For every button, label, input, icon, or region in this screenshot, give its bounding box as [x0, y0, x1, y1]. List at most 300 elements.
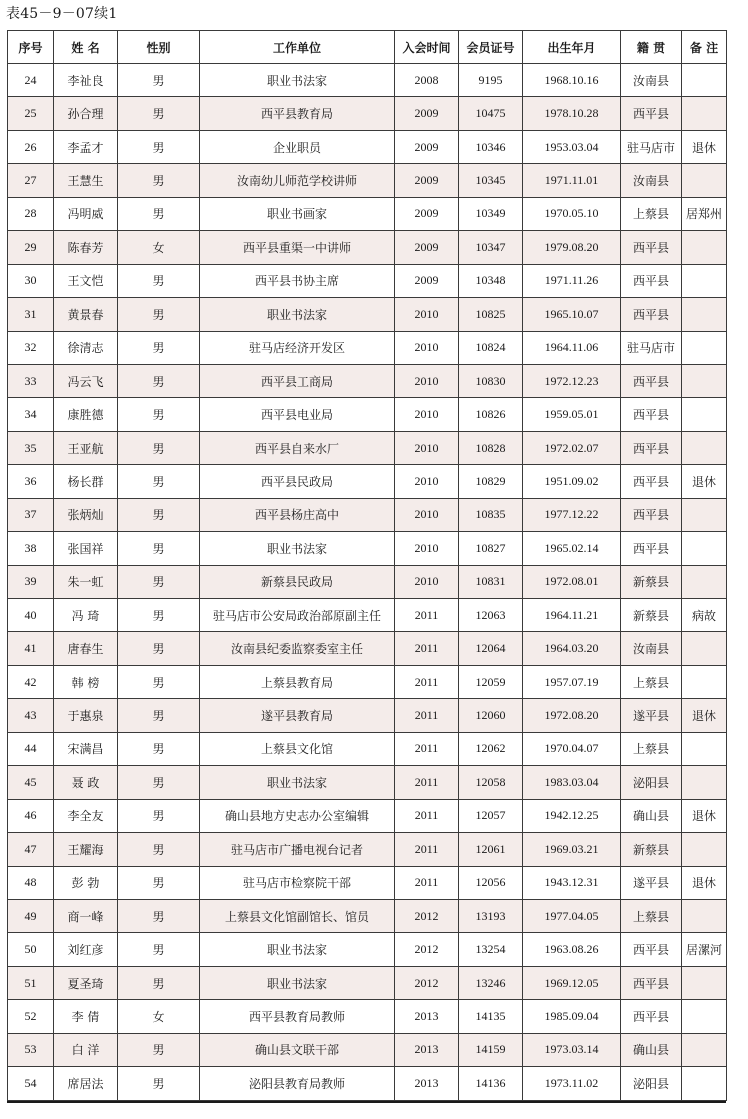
cell-col-name: 韩 榜 — [54, 665, 118, 698]
cell-col-workplace: 确山县文联干部 — [200, 1033, 395, 1066]
cell-col-join-year: 2011 — [395, 699, 459, 732]
cell-col-native-place: 西平县 — [621, 97, 682, 130]
cell-col-native-place: 确山县 — [621, 799, 682, 832]
cell-col-member-id: 13254 — [459, 933, 523, 966]
cell-col-join-year: 2011 — [395, 799, 459, 832]
cell-col-workplace: 汝南县纪委监察委室主任 — [200, 632, 395, 665]
cell-col-index: 36 — [8, 465, 54, 498]
cell-col-gender: 女 — [118, 1000, 200, 1033]
cell-col-birth-date: 1965.10.07 — [523, 298, 621, 331]
cell-col-index: 41 — [8, 632, 54, 665]
cell-col-workplace: 西平县教育局 — [200, 97, 395, 130]
cell-col-workplace: 职业书法家 — [200, 766, 395, 799]
cell-col-native-place: 上蔡县 — [621, 665, 682, 698]
cell-col-index: 40 — [8, 599, 54, 632]
cell-col-index: 39 — [8, 565, 54, 598]
cell-col-remarks — [682, 532, 727, 565]
cell-col-index: 31 — [8, 298, 54, 331]
table-row — [8, 264, 727, 297]
cell-col-index: 25 — [8, 97, 54, 130]
cell-col-workplace: 职业书法家 — [200, 298, 395, 331]
cell-col-gender: 男 — [118, 364, 200, 397]
cell-col-index: 43 — [8, 699, 54, 732]
cell-col-member-id: 10831 — [459, 565, 523, 598]
cell-col-remarks — [682, 899, 727, 932]
cell-col-birth-date: 1973.11.02 — [523, 1067, 621, 1100]
cell-col-remarks — [682, 431, 727, 464]
cell-col-workplace: 职业书法家 — [200, 933, 395, 966]
cell-col-join-year: 2010 — [395, 465, 459, 498]
cell-col-join-year: 2009 — [395, 264, 459, 297]
cell-col-index: 50 — [8, 933, 54, 966]
table-row — [8, 1000, 727, 1033]
cell-col-gender: 女 — [118, 231, 200, 264]
cell-col-join-year: 2010 — [395, 431, 459, 464]
table-row — [8, 899, 727, 932]
cell-col-native-place: 西平县 — [621, 532, 682, 565]
cell-col-workplace: 西平县书协主席 — [200, 264, 395, 297]
cell-col-remarks: 退休 — [682, 130, 727, 163]
cell-col-name: 冯 琦 — [54, 599, 118, 632]
cell-col-name: 王亚航 — [54, 431, 118, 464]
table-row — [8, 799, 727, 832]
cell-col-gender: 男 — [118, 498, 200, 531]
cell-col-join-year: 2010 — [395, 532, 459, 565]
cell-col-index: 24 — [8, 64, 54, 97]
cell-col-remarks — [682, 833, 727, 866]
table-row — [8, 966, 727, 999]
cell-col-index: 54 — [8, 1067, 54, 1100]
cell-col-workplace: 西平县工商局 — [200, 364, 395, 397]
table-row — [8, 431, 727, 464]
cell-col-remarks — [682, 1067, 727, 1100]
cell-col-birth-date: 1942.12.25 — [523, 799, 621, 832]
cell-col-member-id: 12064 — [459, 632, 523, 665]
cell-col-index: 49 — [8, 899, 54, 932]
table-row — [8, 231, 727, 264]
table-row — [8, 632, 727, 665]
cell-col-name: 于惠泉 — [54, 699, 118, 732]
cell-col-native-place: 上蔡县 — [621, 732, 682, 765]
cell-col-member-id: 13246 — [459, 966, 523, 999]
cell-col-name: 李祉良 — [54, 64, 118, 97]
cell-col-member-id: 12063 — [459, 599, 523, 632]
table-row — [8, 398, 727, 431]
cell-col-gender: 男 — [118, 331, 200, 364]
cell-col-join-year: 2010 — [395, 398, 459, 431]
cell-col-member-id: 9195 — [459, 64, 523, 97]
cell-col-join-year: 2009 — [395, 231, 459, 264]
cell-col-name: 李全友 — [54, 799, 118, 832]
cell-col-name: 刘红彦 — [54, 933, 118, 966]
cell-col-native-place: 遂平县 — [621, 699, 682, 732]
table-body — [8, 64, 727, 1101]
cell-col-remarks — [682, 364, 727, 397]
cell-col-member-id: 10348 — [459, 264, 523, 297]
cell-col-member-id: 10828 — [459, 431, 523, 464]
cell-col-native-place: 新蔡县 — [621, 833, 682, 866]
cell-col-member-id: 12057 — [459, 799, 523, 832]
cell-col-member-id: 10835 — [459, 498, 523, 531]
cell-col-join-year: 2011 — [395, 732, 459, 765]
cell-col-birth-date: 1972.02.07 — [523, 431, 621, 464]
cell-col-native-place: 西平县 — [621, 298, 682, 331]
cell-col-join-year: 2010 — [395, 364, 459, 397]
cell-col-workplace: 职业书法家 — [200, 966, 395, 999]
cell-col-member-id: 10346 — [459, 130, 523, 163]
cell-col-name: 夏圣琦 — [54, 966, 118, 999]
cell-col-member-id: 12061 — [459, 833, 523, 866]
cell-col-index: 44 — [8, 732, 54, 765]
cell-col-member-id: 12059 — [459, 665, 523, 698]
cell-col-workplace: 职业书法家 — [200, 64, 395, 97]
cell-col-remarks: 退休 — [682, 699, 727, 732]
cell-col-workplace: 驻马店市广播电视台记者 — [200, 833, 395, 866]
cell-col-remarks — [682, 1033, 727, 1066]
cell-col-gender: 男 — [118, 565, 200, 598]
cell-col-index: 35 — [8, 431, 54, 464]
table-row — [8, 97, 727, 130]
cell-col-member-id: 14159 — [459, 1033, 523, 1066]
table-row — [8, 298, 727, 331]
cell-col-name: 李 倩 — [54, 1000, 118, 1033]
cell-col-gender: 男 — [118, 866, 200, 899]
cell-col-member-id: 10826 — [459, 398, 523, 431]
cell-col-join-year: 2009 — [395, 197, 459, 230]
cell-col-gender: 男 — [118, 699, 200, 732]
table-row — [8, 732, 727, 765]
cell-col-gender: 男 — [118, 64, 200, 97]
cell-col-birth-date: 1943.12.31 — [523, 866, 621, 899]
cell-col-workplace: 西平县自来水厂 — [200, 431, 395, 464]
cell-col-birth-date: 1965.02.14 — [523, 532, 621, 565]
cell-col-gender: 男 — [118, 97, 200, 130]
header-col-member-id: 会员证号 — [459, 31, 523, 64]
cell-col-remarks — [682, 498, 727, 531]
cell-col-name: 冯明威 — [54, 197, 118, 230]
cell-col-member-id: 10827 — [459, 532, 523, 565]
cell-col-remarks — [682, 732, 727, 765]
cell-col-join-year: 2013 — [395, 1000, 459, 1033]
cell-col-workplace: 遂平县教育局 — [200, 699, 395, 732]
cell-col-join-year: 2010 — [395, 565, 459, 598]
header-col-remarks: 备 注 — [682, 31, 727, 64]
cell-col-remarks: 退休 — [682, 465, 727, 498]
header-col-index: 序号 — [8, 31, 54, 64]
cell-col-native-place: 西平县 — [621, 264, 682, 297]
cell-col-name: 徐清志 — [54, 331, 118, 364]
cell-col-remarks: 居郑州 — [682, 197, 727, 230]
cell-col-gender: 男 — [118, 465, 200, 498]
cell-col-join-year: 2013 — [395, 1067, 459, 1100]
cell-col-name: 康胜德 — [54, 398, 118, 431]
cell-col-index: 53 — [8, 1033, 54, 1066]
cell-col-birth-date: 1983.03.04 — [523, 766, 621, 799]
table-row — [8, 465, 727, 498]
cell-col-birth-date: 1972.08.20 — [523, 699, 621, 732]
cell-col-workplace: 确山县地方史志办公室编辑 — [200, 799, 395, 832]
cell-col-member-id: 10824 — [459, 331, 523, 364]
cell-col-native-place: 汝南县 — [621, 632, 682, 665]
cell-col-workplace: 上蔡县文化馆副馆长、馆员 — [200, 899, 395, 932]
cell-col-remarks — [682, 398, 727, 431]
cell-col-native-place: 西平县 — [621, 465, 682, 498]
cell-col-remarks — [682, 164, 727, 197]
cell-col-join-year: 2010 — [395, 498, 459, 531]
cell-col-birth-date: 1970.05.10 — [523, 197, 621, 230]
cell-col-index: 28 — [8, 197, 54, 230]
cell-col-index: 47 — [8, 833, 54, 866]
cell-col-index: 42 — [8, 665, 54, 698]
cell-col-name: 商一峰 — [54, 899, 118, 932]
cell-col-member-id: 12062 — [459, 732, 523, 765]
cell-col-birth-date: 1971.11.01 — [523, 164, 621, 197]
cell-col-member-id: 14136 — [459, 1067, 523, 1100]
cell-col-remarks — [682, 231, 727, 264]
cell-col-member-id: 12056 — [459, 866, 523, 899]
cell-col-gender: 男 — [118, 264, 200, 297]
cell-col-remarks — [682, 97, 727, 130]
cell-col-join-year: 2011 — [395, 833, 459, 866]
table-row — [8, 565, 727, 598]
cell-col-remarks — [682, 298, 727, 331]
cell-col-gender: 男 — [118, 833, 200, 866]
cell-col-index: 46 — [8, 799, 54, 832]
cell-col-native-place: 泌阳县 — [621, 1067, 682, 1100]
cell-col-native-place: 汝南县 — [621, 64, 682, 97]
cell-col-native-place: 遂平县 — [621, 866, 682, 899]
cell-col-birth-date: 1964.11.21 — [523, 599, 621, 632]
cell-col-index: 37 — [8, 498, 54, 531]
cell-col-native-place: 确山县 — [621, 1033, 682, 1066]
cell-col-gender: 男 — [118, 933, 200, 966]
cell-col-index: 38 — [8, 532, 54, 565]
cell-col-gender: 男 — [118, 398, 200, 431]
cell-col-birth-date: 1973.03.14 — [523, 1033, 621, 1066]
cell-col-gender: 男 — [118, 632, 200, 665]
cell-col-remarks: 退休 — [682, 866, 727, 899]
cell-col-workplace: 上蔡县文化馆 — [200, 732, 395, 765]
table-row — [8, 699, 727, 732]
cell-col-name: 唐春生 — [54, 632, 118, 665]
cell-col-native-place: 西平县 — [621, 498, 682, 531]
cell-col-name: 彭 勃 — [54, 866, 118, 899]
cell-col-member-id: 14135 — [459, 1000, 523, 1033]
cell-col-gender: 男 — [118, 532, 200, 565]
table-row — [8, 64, 727, 97]
cell-col-native-place: 西平县 — [621, 231, 682, 264]
table-row — [8, 130, 727, 163]
cell-col-birth-date: 1971.11.26 — [523, 264, 621, 297]
cell-col-name: 陈春芳 — [54, 231, 118, 264]
cell-col-native-place: 西平县 — [621, 398, 682, 431]
cell-col-workplace: 企业职员 — [200, 130, 395, 163]
cell-col-join-year: 2011 — [395, 665, 459, 698]
cell-col-name: 李孟才 — [54, 130, 118, 163]
cell-col-remarks — [682, 766, 727, 799]
table-row — [8, 532, 727, 565]
cell-col-index: 26 — [8, 130, 54, 163]
cell-col-name: 王耀海 — [54, 833, 118, 866]
cell-col-remarks — [682, 331, 727, 364]
cell-col-name: 席居法 — [54, 1067, 118, 1100]
table-caption: 表45－9－07续1 — [6, 6, 118, 22]
cell-col-remarks — [682, 565, 727, 598]
table-row — [8, 866, 727, 899]
table-bottom-rule — [7, 1101, 726, 1103]
cell-col-index: 27 — [8, 164, 54, 197]
cell-col-remarks: 退休 — [682, 799, 727, 832]
table-row — [8, 498, 727, 531]
cell-col-member-id: 10349 — [459, 197, 523, 230]
cell-col-native-place: 泌阳县 — [621, 766, 682, 799]
cell-col-index: 51 — [8, 966, 54, 999]
cell-col-native-place: 新蔡县 — [621, 599, 682, 632]
cell-col-workplace: 西平县重渠一中讲师 — [200, 231, 395, 264]
cell-col-birth-date: 1979.08.20 — [523, 231, 621, 264]
cell-col-birth-date: 1972.08.01 — [523, 565, 621, 598]
cell-col-birth-date: 1969.03.21 — [523, 833, 621, 866]
cell-col-birth-date: 1953.03.04 — [523, 130, 621, 163]
header-col-gender: 性别 — [118, 31, 200, 64]
cell-col-gender: 男 — [118, 599, 200, 632]
cell-col-native-place: 西平县 — [621, 431, 682, 464]
cell-col-native-place: 驻马店市 — [621, 331, 682, 364]
cell-col-gender: 男 — [118, 766, 200, 799]
cell-col-gender: 男 — [118, 197, 200, 230]
cell-col-birth-date: 1969.12.05 — [523, 966, 621, 999]
header-col-workplace: 工作单位 — [200, 31, 395, 64]
cell-col-remarks — [682, 64, 727, 97]
cell-col-member-id: 13193 — [459, 899, 523, 932]
cell-col-native-place: 西平县 — [621, 933, 682, 966]
cell-col-gender: 男 — [118, 1067, 200, 1100]
cell-col-native-place: 汝南县 — [621, 164, 682, 197]
cell-col-gender: 男 — [118, 164, 200, 197]
cell-col-name: 张炳灿 — [54, 498, 118, 531]
cell-col-native-place: 上蔡县 — [621, 197, 682, 230]
cell-col-remarks: 居漯河 — [682, 933, 727, 966]
cell-col-join-year: 2012 — [395, 966, 459, 999]
cell-col-birth-date: 1964.03.20 — [523, 632, 621, 665]
cell-col-gender: 男 — [118, 298, 200, 331]
table-header-row — [8, 31, 727, 64]
cell-col-remarks — [682, 632, 727, 665]
cell-col-gender: 男 — [118, 966, 200, 999]
cell-col-remarks — [682, 665, 727, 698]
cell-col-gender: 男 — [118, 799, 200, 832]
cell-col-index: 32 — [8, 331, 54, 364]
cell-col-remarks — [682, 1000, 727, 1033]
cell-col-workplace: 西平县杨庄高中 — [200, 498, 395, 531]
cell-col-join-year: 2011 — [395, 766, 459, 799]
cell-col-workplace: 西平县电业局 — [200, 398, 395, 431]
cell-col-index: 29 — [8, 231, 54, 264]
cell-col-workplace: 驻马店经济开发区 — [200, 331, 395, 364]
cell-col-workplace: 驻马店市检察院干部 — [200, 866, 395, 899]
cell-col-join-year: 2013 — [395, 1033, 459, 1066]
cell-col-remarks — [682, 966, 727, 999]
cell-col-workplace: 泌阳县教育局教师 — [200, 1067, 395, 1100]
cell-col-gender: 男 — [118, 732, 200, 765]
cell-col-name: 黄景春 — [54, 298, 118, 331]
cell-col-birth-date: 1963.08.26 — [523, 933, 621, 966]
cell-col-member-id: 10345 — [459, 164, 523, 197]
cell-col-birth-date: 1970.04.07 — [523, 732, 621, 765]
cell-col-gender: 男 — [118, 130, 200, 163]
cell-col-index: 52 — [8, 1000, 54, 1033]
cell-col-birth-date: 1977.12.22 — [523, 498, 621, 531]
cell-col-join-year: 2009 — [395, 97, 459, 130]
header-col-name: 姓 名 — [54, 31, 118, 64]
cell-col-member-id: 10830 — [459, 364, 523, 397]
cell-col-workplace: 新蔡县民政局 — [200, 565, 395, 598]
cell-col-index: 33 — [8, 364, 54, 397]
cell-col-remarks: 病故 — [682, 599, 727, 632]
cell-col-native-place: 驻马店市 — [621, 130, 682, 163]
cell-col-native-place: 西平县 — [621, 1000, 682, 1033]
header-col-native-place: 籍 贯 — [621, 31, 682, 64]
table-row — [8, 665, 727, 698]
cell-col-index: 34 — [8, 398, 54, 431]
cell-col-join-year: 2008 — [395, 64, 459, 97]
table-row — [8, 331, 727, 364]
cell-col-index: 45 — [8, 766, 54, 799]
cell-col-birth-date: 1959.05.01 — [523, 398, 621, 431]
table-row — [8, 1067, 727, 1100]
cell-col-gender: 男 — [118, 899, 200, 932]
cell-col-native-place: 西平县 — [621, 966, 682, 999]
table-row — [8, 599, 727, 632]
cell-col-workplace: 驻马店市公安局政治部原副主任 — [200, 599, 395, 632]
cell-col-join-year: 2010 — [395, 331, 459, 364]
cell-col-remarks — [682, 264, 727, 297]
cell-col-workplace: 上蔡县教育局 — [200, 665, 395, 698]
cell-col-workplace: 职业书画家 — [200, 197, 395, 230]
cell-col-gender: 男 — [118, 431, 200, 464]
cell-col-birth-date: 1978.10.28 — [523, 97, 621, 130]
cell-col-join-year: 2009 — [395, 164, 459, 197]
table-row — [8, 197, 727, 230]
cell-col-birth-date: 1972.12.23 — [523, 364, 621, 397]
table-row — [8, 766, 727, 799]
cell-col-join-year: 2012 — [395, 933, 459, 966]
cell-col-native-place: 新蔡县 — [621, 565, 682, 598]
cell-col-name: 冯云飞 — [54, 364, 118, 397]
cell-col-join-year: 2012 — [395, 899, 459, 932]
cell-col-name: 宋满昌 — [54, 732, 118, 765]
table-row — [8, 933, 727, 966]
cell-col-birth-date: 1964.11.06 — [523, 331, 621, 364]
cell-col-member-id: 10347 — [459, 231, 523, 264]
cell-col-join-year: 2009 — [395, 130, 459, 163]
cell-col-name: 聂 政 — [54, 766, 118, 799]
header-col-join-year: 入会时间 — [395, 31, 459, 64]
cell-col-join-year: 2011 — [395, 866, 459, 899]
member-table — [7, 30, 727, 1101]
cell-col-name: 朱一虹 — [54, 565, 118, 598]
cell-col-name: 杨长群 — [54, 465, 118, 498]
cell-col-join-year: 2011 — [395, 599, 459, 632]
cell-col-birth-date: 1977.04.05 — [523, 899, 621, 932]
cell-col-name: 孙合理 — [54, 97, 118, 130]
cell-col-native-place: 上蔡县 — [621, 899, 682, 932]
cell-col-name: 王慧生 — [54, 164, 118, 197]
cell-col-name: 王文恺 — [54, 264, 118, 297]
cell-col-gender: 男 — [118, 665, 200, 698]
cell-col-member-id: 10829 — [459, 465, 523, 498]
cell-col-member-id: 12058 — [459, 766, 523, 799]
